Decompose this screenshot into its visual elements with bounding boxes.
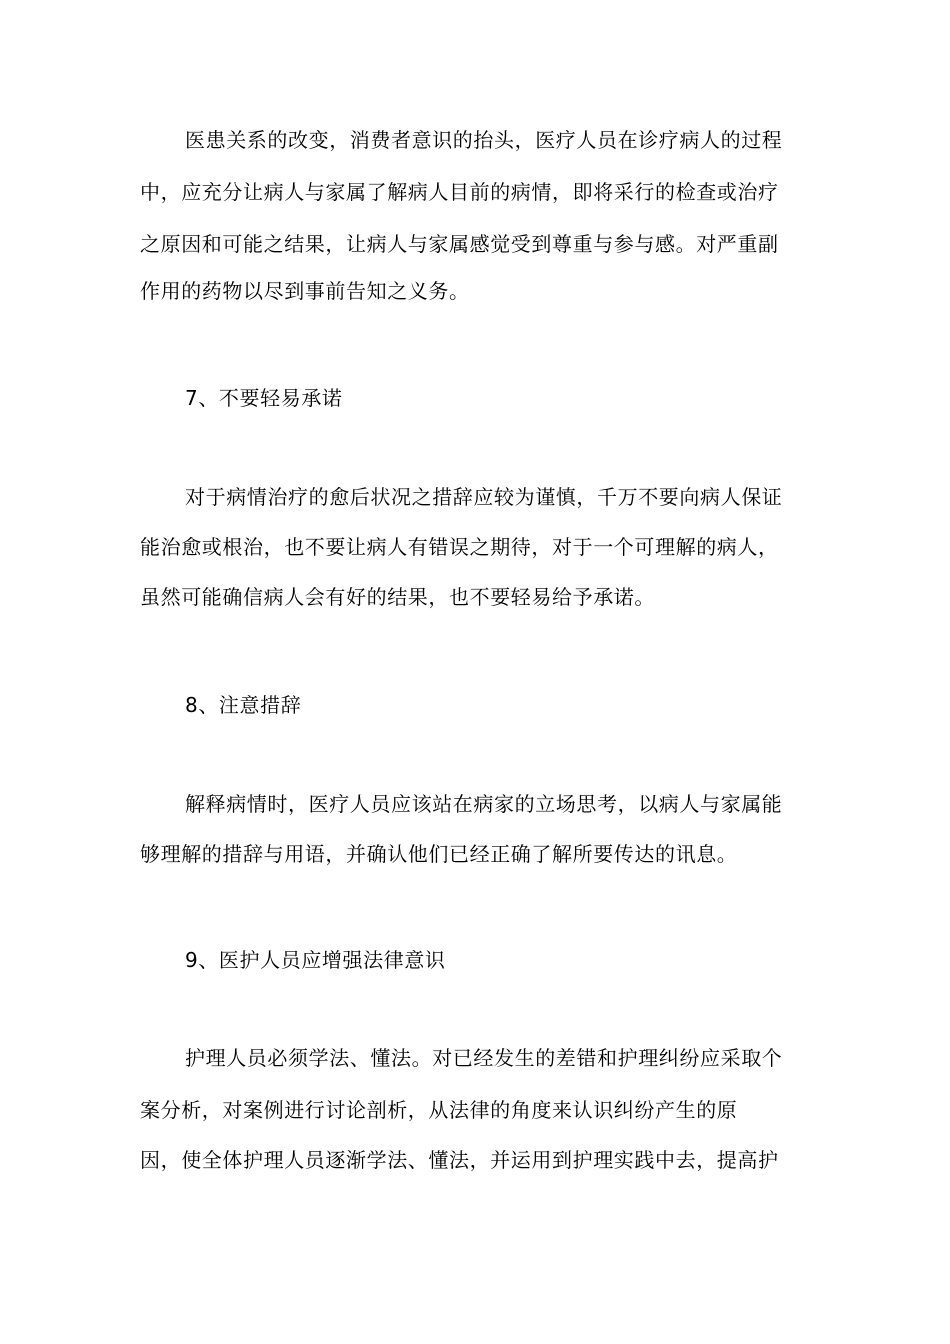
paragraph-line: 护理人员必须学法、懂法。对已经发生的差错和护理纠纷应采取个 (185, 1046, 783, 1070)
paragraph-line: 对于病情治疗的愈后状况之措辞应较为谨慎，千万不要向病人保证 (185, 485, 783, 509)
paragraph-line: 案分析，对案例进行讨论剖析，从法律的角度来认识纠纷产生的原 (140, 1098, 738, 1122)
section-heading: 8、注意措辞 (185, 693, 302, 717)
paragraph-line: 因，使全体护理人员逐渐学法、懂法，并运用到护理实践中去，提高护 (140, 1148, 779, 1172)
paragraph-line: 虽然可能确信病人会有好的结果，也不要轻易给予承诺。 (140, 585, 655, 609)
paragraph-line: 中，应充分让病人与家属了解病人目前的病情，即将采行的检查或治疗 (140, 180, 779, 204)
paragraph-line: 作用的药物以尽到事前告知之义务。 (140, 279, 470, 303)
paragraph-line: 能治愈或根治，也不要让病人有错误之期待，对于一个可理解的病人， (140, 535, 779, 559)
paragraph-line: 够理解的措辞与用语，并确认他们已经正确了解所要传达的讯息。 (140, 842, 738, 866)
paragraph-line: 解释病情时，医疗人员应该站在病家的立场思考，以病人与家属能 (185, 792, 783, 816)
section-heading: 9、医护人员应增强法律意识 (185, 948, 446, 972)
paragraph-line: 医患关系的改变，消费者意识的抬头，医疗人员在诊疗病人的过程 (185, 128, 783, 152)
section-heading: 7、不要轻易承诺 (185, 386, 343, 410)
paragraph-line: 之原因和可能之结果，让病人与家属感觉受到尊重与参与感。对严重副 (140, 232, 779, 256)
